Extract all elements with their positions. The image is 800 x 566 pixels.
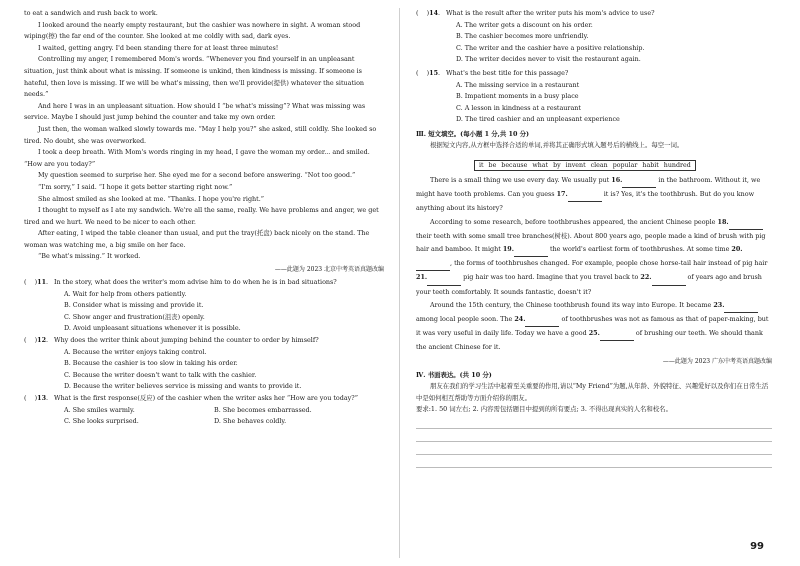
- blank-16[interactable]: [622, 174, 656, 188]
- writing-area[interactable]: [416, 428, 772, 468]
- option[interactable]: A. The writer gets a discount on his order.: [456, 20, 593, 29]
- question-stem: Why does the writer think about jumping behind the counter to order by himself?: [54, 336, 319, 345]
- blank-22[interactable]: [652, 271, 686, 285]
- section-4-requirements: 要求:1. 50 词左右; 2. 内容需包括题目中提到的所有要点; 3. 不得出现真实的人名和校名。: [416, 405, 672, 414]
- option[interactable]: D. She behaves coldly.: [214, 417, 287, 426]
- cloze-paragraph: There is a small thing we use every day. We usually put 16. in the bathroom. Without it, we might have tooth problems. Can you guess 17. it is? Yes, it's the toothbrush. But do you know anything about its history?: [416, 175, 761, 213]
- blank-18[interactable]: [729, 216, 763, 230]
- question-stem: What's the best title for this passage?: [446, 68, 569, 77]
- option[interactable]: A. The missing service in a restaurant: [456, 80, 580, 89]
- section-3-title: Ⅲ. 短文填空。(每小题 1 分,共 10 分): [416, 129, 530, 138]
- passage-paragraph: My question seemed to surprise her. She eyed me for a second before answering. “Not too good.”: [38, 171, 356, 180]
- passage-paragraph: to eat a sandwich and rush back to work.: [24, 9, 158, 17]
- option[interactable]: C. She looks surprised.: [64, 417, 139, 426]
- right-column: [416, 8, 772, 468]
- option[interactable]: D. Avoid unpleasant situations whenever it is possible.: [64, 324, 241, 333]
- writing-line: [416, 428, 772, 429]
- answer-paren[interactable]: ( )12.: [24, 336, 49, 345]
- source-note: ——此题为 2023 北京中考英语真题改编: [274, 266, 384, 274]
- passage-paragraph: I thought to myself as I ate my sandwich. We're all the same, really. We have problems and anger, we get tired and we hurt. We need to be nicer to each other.: [24, 206, 379, 226]
- question-13: [24, 393, 384, 428]
- word-bank: it be because what by invent clean popular habit hundred: [474, 160, 696, 171]
- question-14: [416, 8, 772, 66]
- blank-25[interactable]: [600, 327, 634, 341]
- passage-paragraph: And here I was in an unpleasant situation. How should I “be what's missing”? What was missing was service. Maybe I should just jump behind the counter and take my own order.: [24, 101, 366, 122]
- column-divider: [399, 8, 400, 558]
- writing-line: [416, 454, 772, 455]
- option[interactable]: C. The writer and the cashier have a positive relationship.: [456, 43, 645, 52]
- passage-paragraph: “Be what's missing.” It worked.: [38, 252, 141, 261]
- blank-17[interactable]: [568, 188, 602, 202]
- passage-paragraph: She almost smiled as she looked at me. “Thanks. I hope you're right.”: [38, 194, 265, 203]
- blank-20[interactable]: [416, 257, 450, 271]
- source-note: ——此题为 2023 广东中考英语真题改编: [662, 357, 772, 365]
- option[interactable]: C. Because the writer doesn't want to talk with the cashier.: [64, 370, 257, 379]
- passage-paragraph: I took a deep breath. With Mom's words ringing in my head, I gave the woman my order... and smiled. “How are you today?”: [24, 148, 370, 168]
- question-12: [24, 335, 384, 393]
- passage-paragraph: Controlling my anger, I remembered Mom's words. “Whenever you find yourself in an unpleasant situation, just think about what is missing. If someone is unkind, then kindness is missing. If someone is hateful, then love is missing. If we will be what's missing, then we'll provide(提供) whatever the situation needs.”: [24, 55, 365, 99]
- option[interactable]: B. She becomes embarrassed.: [214, 405, 312, 414]
- option[interactable]: A. Wait for help from others patiently.: [64, 289, 187, 298]
- blank-19[interactable]: [514, 243, 548, 257]
- option[interactable]: B. Consider what is missing and provide it.: [64, 301, 204, 310]
- section-4-prompt: 朋友在我们的学习生活中起着至关重要的作用,请以“My Friend”为题,从年龄、外貌特征、兴趣爱好以及你们在日常生活中是如何相互帮助等方面介绍你的朋友。: [416, 381, 769, 402]
- question-stem: What is the first response(反应) of the cashier when the writer asks her “How are you today?”: [54, 394, 358, 402]
- option[interactable]: B. Because the cashier is too slow in taking his order.: [64, 359, 238, 368]
- option[interactable]: A. She smiles warmly.: [64, 405, 135, 414]
- blank-21[interactable]: [427, 271, 461, 285]
- option[interactable]: D. The writer decides never to visit the restaurant again.: [456, 55, 641, 64]
- section-4-title: Ⅳ. 书面表达。(共 10 分): [416, 370, 492, 379]
- blank-24[interactable]: [525, 313, 559, 327]
- passage-paragraph: I looked around the nearly empty restaurant, but the cashier was nowhere in sight. A woman stood wiping(擦) the far end of the counter. She looked at me coldly with sad, dark eyes.: [24, 20, 361, 41]
- cloze-paragraph: According to some research, before toothbrushes appeared, the ancient Chinese people 18. their teeth with some small tree branches(树枝). About 800 years ago, people made a kind of brush with pig hair and bamboo. It might 19. the world's earliest form of toothbrushes. At some time 20. , the forms of toothbrushes changed. For example, people chose horse-tail hair instead of pig hair 21. pig hair was too hard. Imagine that you travel back to 22. of years ago and brush your teeth comfortably. It sounds fantastic, doesn't it?: [416, 217, 768, 296]
- option[interactable]: D. Because the writer believes service is missing and wants to provide it.: [64, 382, 302, 391]
- option[interactable]: C. Show anger and frustration(沮丧) openly.: [64, 312, 205, 321]
- question-stem: What is the result after the writer puts his mom's advice to use?: [446, 9, 655, 17]
- left-column: [24, 8, 384, 428]
- question-stem: In the story, what does the writer's mom advise him to do when he is in bad situations?: [54, 278, 337, 287]
- answer-paren[interactable]: ( )14.: [416, 9, 441, 17]
- option[interactable]: B. Impatient moments in a busy place: [456, 92, 579, 101]
- passage-paragraph: Just then, the woman walked slowly towards me. “May I help you?” she asked, still coldly. She looked so tired. No doubt, she was overworked.: [24, 124, 377, 145]
- option[interactable]: A. Because the writer enjoys taking control.: [64, 347, 207, 356]
- passage-paragraph: “I'm sorry,” I said. “I hope it gets better starting right now.”: [38, 182, 233, 191]
- passage-paragraph: I waited, getting angry. I'd been standing there for at least three minutes!: [38, 43, 279, 52]
- cloze-paragraph: Around the 15th century, the Chinese toothbrush found its way into Europe. It became 23. among local people soon. The 24. of toothbrushes was not as famous as that of paper-making, but it was very useful in daily life. Today we have a good 25. of brushing our teeth. We should thank the ancient Chinese for it.: [416, 300, 769, 352]
- answer-paren[interactable]: ( )11.: [24, 278, 49, 287]
- answer-paren[interactable]: ( )15.: [416, 68, 441, 77]
- cloze-passage: [416, 174, 772, 355]
- question-15: [416, 68, 772, 126]
- option[interactable]: C. A lesson in kindness at a restaurant: [456, 103, 581, 112]
- option[interactable]: D. The tired cashier and an unpleasant experience: [456, 115, 620, 124]
- writing-line: [416, 467, 772, 468]
- page-number: 99: [750, 541, 764, 552]
- blank-23[interactable]: [724, 299, 758, 313]
- option[interactable]: B. The cashier becomes more unfriendly.: [456, 32, 589, 41]
- section-3-instruction: 根据短文内容,从方框中选择合适的单词,并将其正确形式填入题号后的横线上。每空一词。: [430, 141, 684, 150]
- passage-paragraph: After eating, I wiped the table cleaner than usual, and put the tray(托盘) back nicely on the stand. The woman was watching me, a big smile on her face.: [24, 229, 370, 249]
- question-11: [24, 277, 384, 335]
- answer-paren[interactable]: ( )13.: [24, 394, 49, 402]
- writing-line: [416, 441, 772, 442]
